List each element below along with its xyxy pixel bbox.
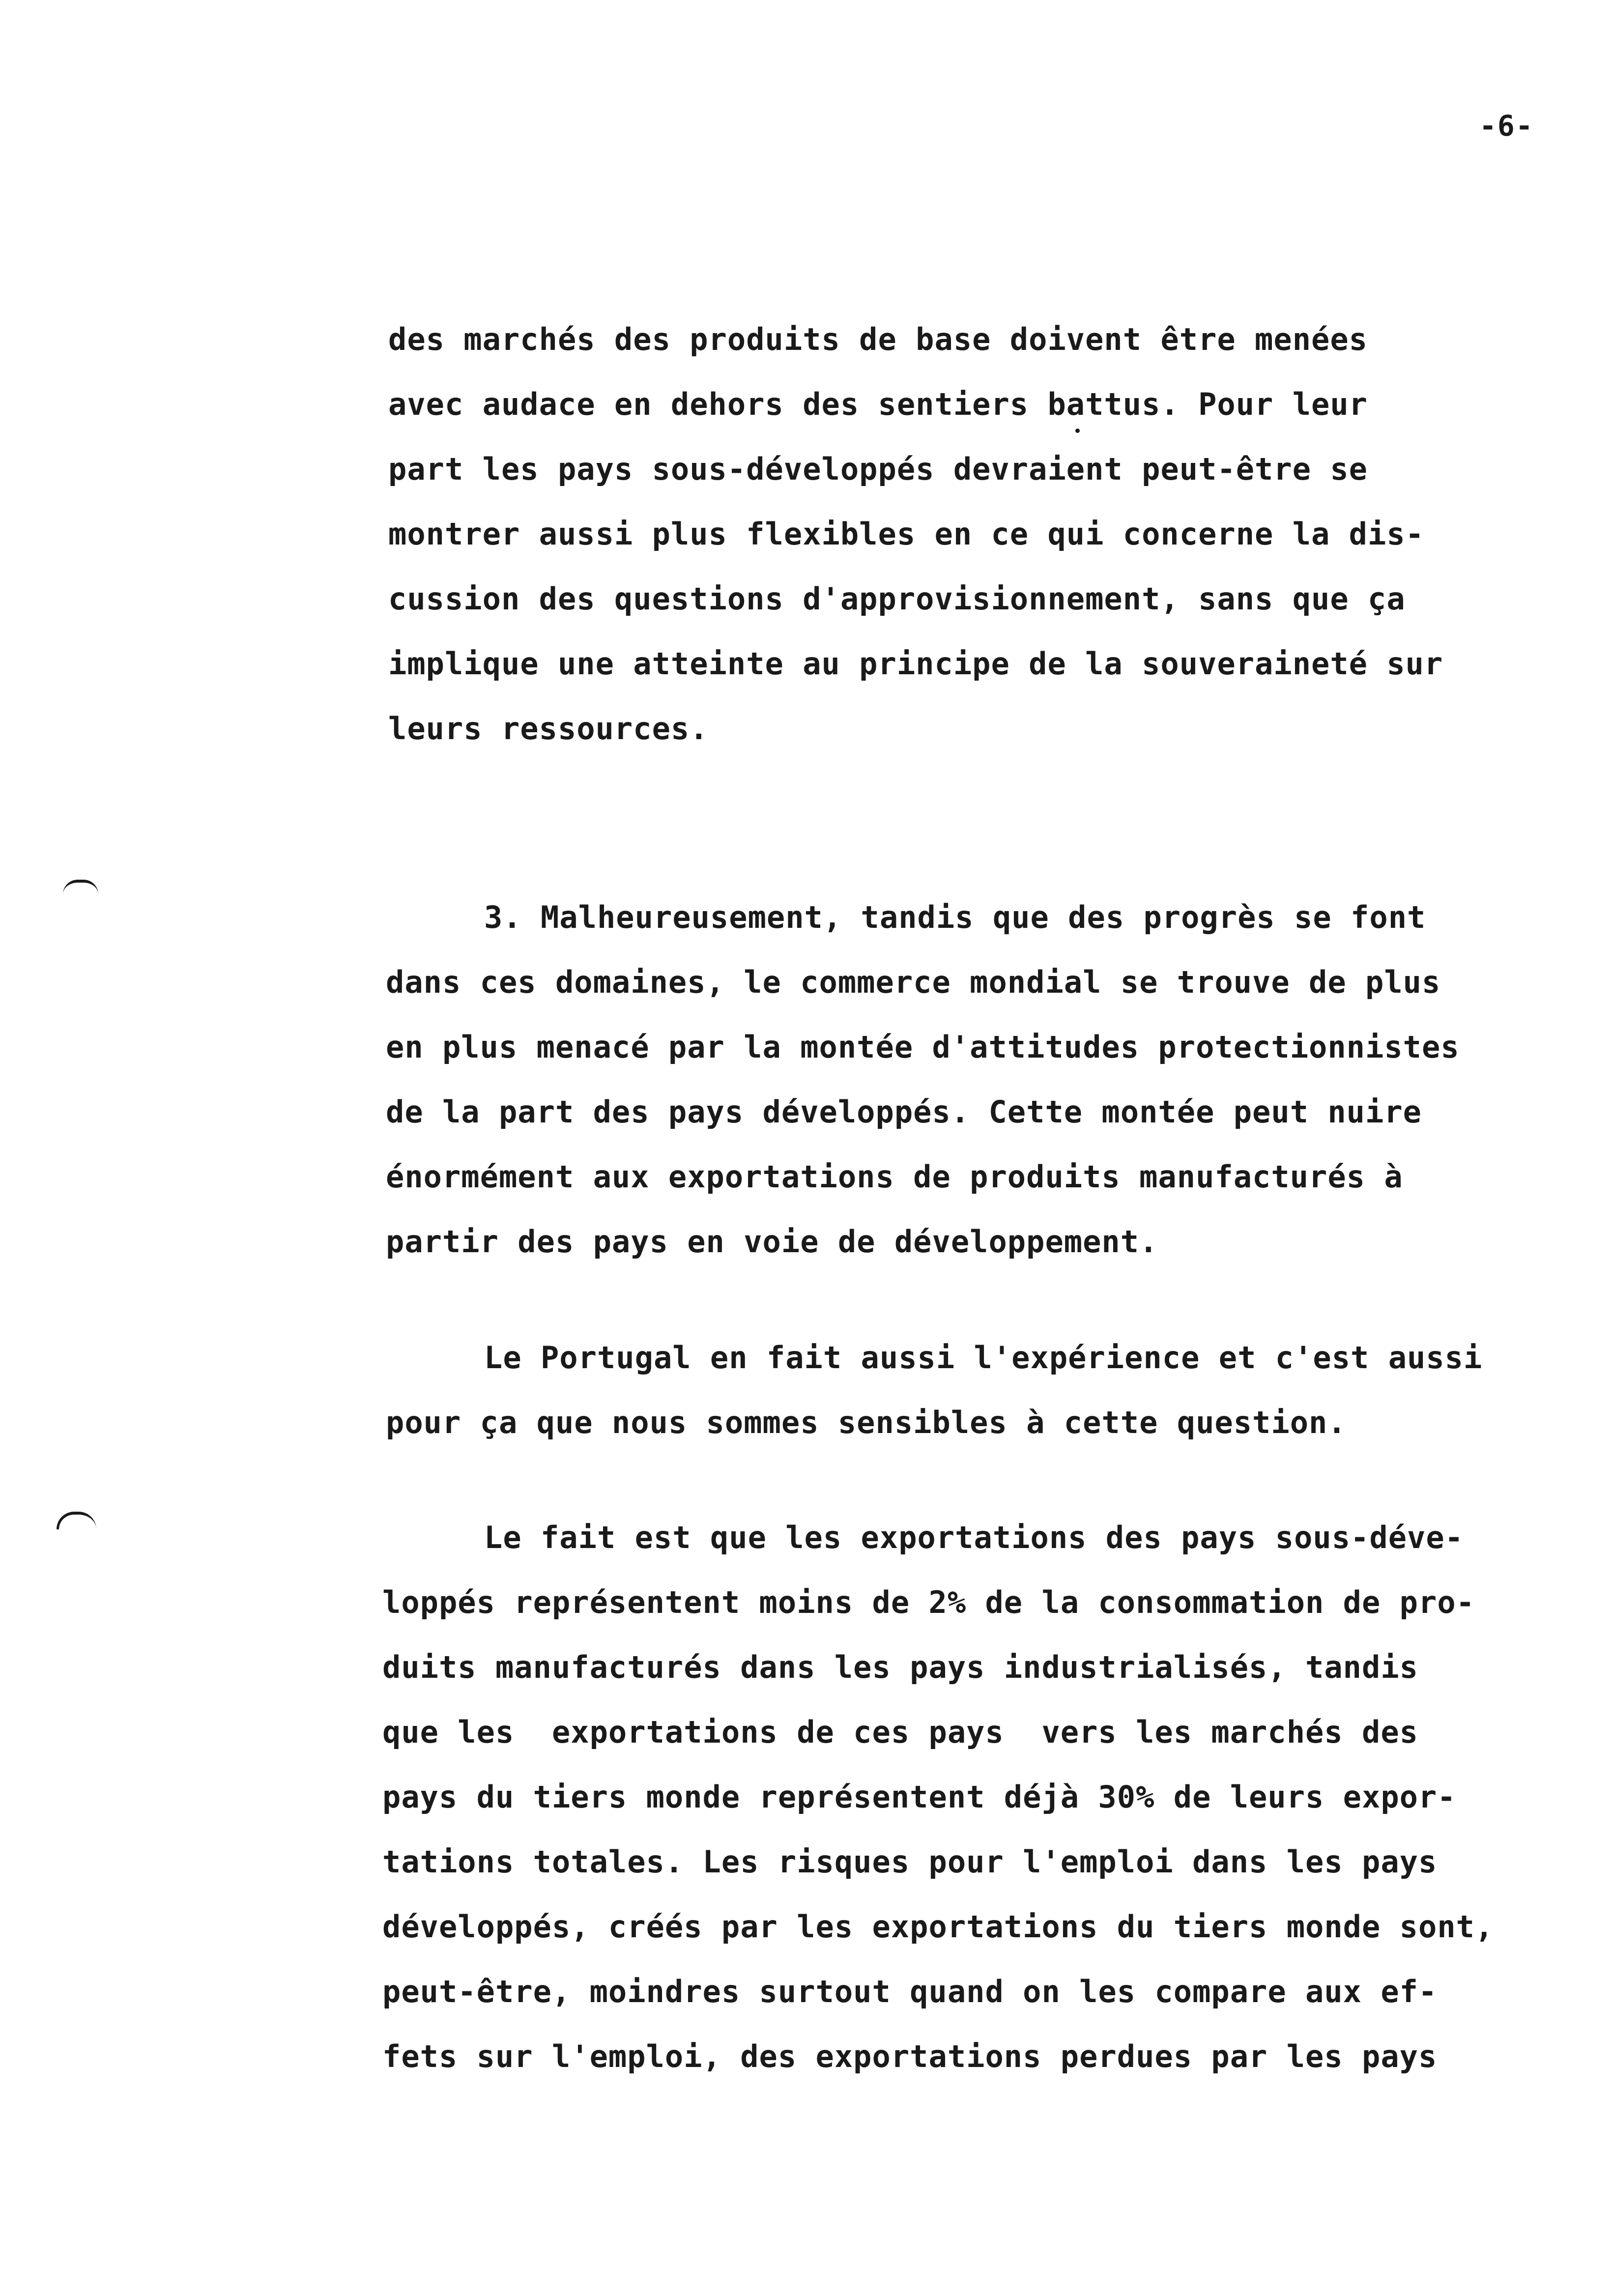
- text-line: duits manufacturés dans les pays industrialisés, tandis: [382, 1649, 1418, 1685]
- text-line: peut-être, moindres surtout quand on les compare aux ef-: [382, 1974, 1438, 2009]
- text-line: tations totales. Les risques pour l'emploi dans les pays: [382, 1844, 1438, 1880]
- text-line: montrer aussi plus flexibles en ce qui concerne la dis-: [388, 516, 1424, 552]
- text-line: énormément aux exportations de produits manufacturés à: [386, 1159, 1403, 1195]
- punch-hole-mark: [57, 1512, 96, 1529]
- text-line: implique une atteinte au principe de la souveraineté sur: [388, 646, 1443, 682]
- text-line: Le fait est que les exportations des pays sous-déve-: [484, 1520, 1464, 1555]
- text-line: dans ces domaines, le commerce mondial se trouve de plus: [386, 964, 1441, 1000]
- page-number: -6-: [1479, 109, 1534, 143]
- text-line: fets sur l'emploi, des exportations perdues par les pays: [382, 2038, 1438, 2074]
- text-line: de la part des pays développés. Cette montée peut nuire: [386, 1094, 1422, 1130]
- text-line: pour ça que nous sommes sensibles à cette question.: [386, 1405, 1347, 1440]
- text-line: des marchés des produits de base doivent être menées: [388, 321, 1368, 357]
- text-line: cussion des questions d'approvisionnement, sans que ça: [388, 581, 1406, 617]
- text-line: loppés représentent moins de 2% de la consommation de pro-: [382, 1584, 1475, 1620]
- text-line: que les exportations de ces pays vers les marchés des: [382, 1714, 1418, 1750]
- ink-dot: [1075, 429, 1080, 433]
- text-line: partir des pays en voie de développement.: [386, 1224, 1158, 1260]
- text-line: 3. Malheureusement, tandis que des progrès se font: [484, 899, 1426, 935]
- text-line: avec audace en dehors des sentiers battus. Pour leur: [388, 386, 1368, 422]
- punch-hole-mark: [63, 880, 98, 894]
- text-line: pays du tiers monde représentent déjà 30% de leurs expor-: [382, 1779, 1456, 1815]
- text-line: part les pays sous-développés devraient peut-être se: [388, 451, 1368, 487]
- text-line: en plus menacé par la montée d'attitudes protectionnistes: [386, 1029, 1460, 1065]
- text-line: Le Portugal en fait aussi l'expérience et c'est aussi: [484, 1340, 1483, 1376]
- text-line: leurs ressources.: [388, 711, 709, 746]
- text-line: développés, créés par les exportations du tiers monde sont,: [382, 1909, 1494, 1945]
